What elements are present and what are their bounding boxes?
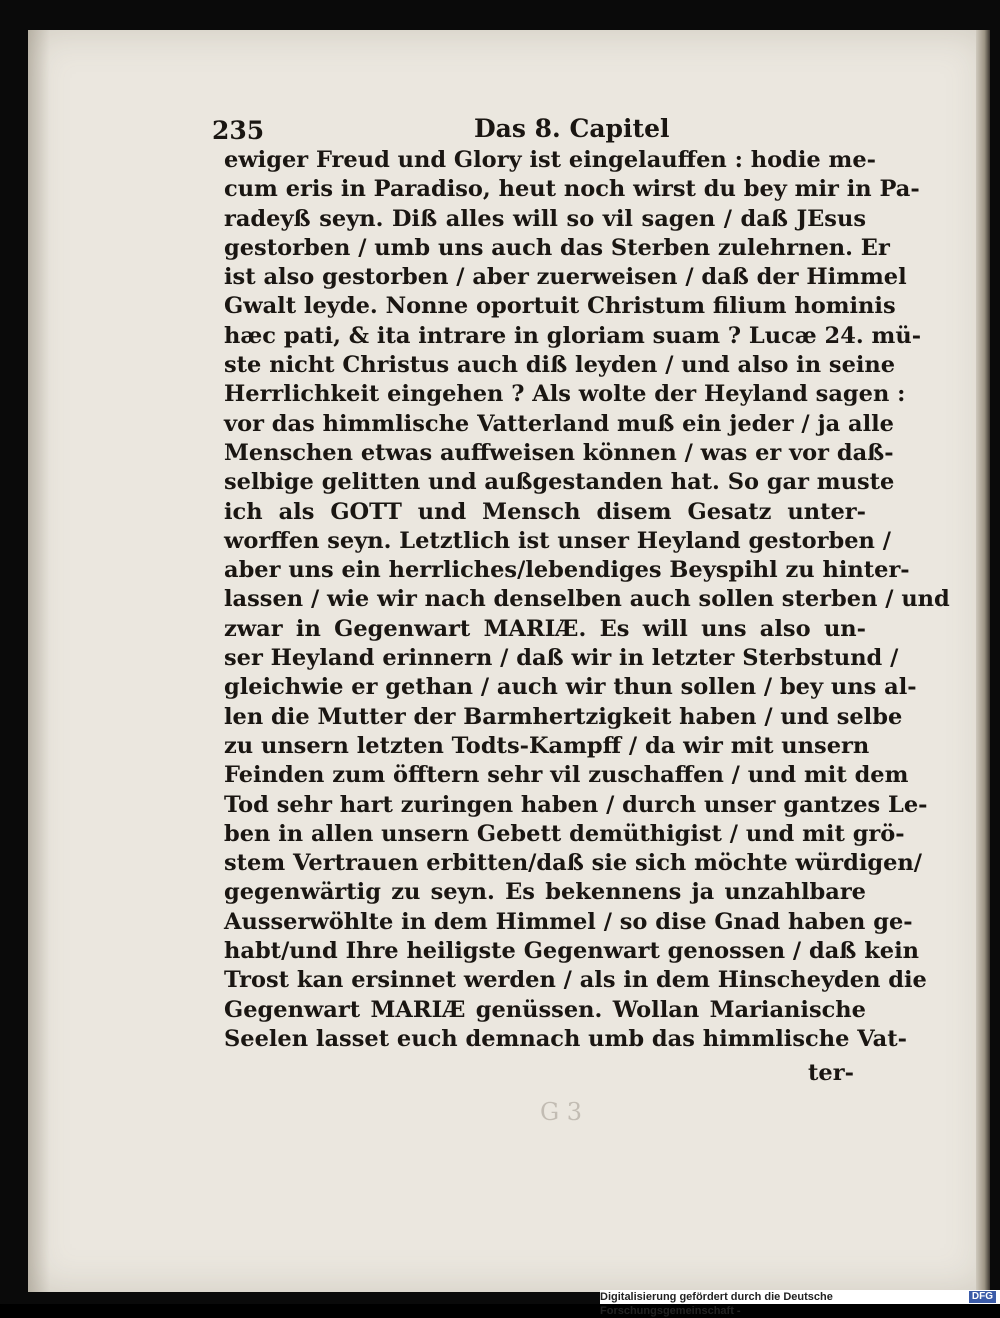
text-line: Gwalt leyde. Nonne oportuit Christum filium hominis (224, 293, 896, 320)
text-line: hæc pati, & ita intrare in gloriam suam ? Lucæ 24. mü- (224, 322, 922, 349)
text-line: ben in allen unsern Gebett demüthigist / und mit grö- (224, 820, 905, 847)
text-line: gegenwärtig zu seyn. Es bekennens ja unzahlbare (224, 879, 866, 906)
footer-credit: Digitalisierung gefördert durch die Deutsche Forschungsgemeinschaft - (600, 1291, 833, 1317)
text-line: gestorben / umb uns auch das Sterben zulehrnen. Er (224, 234, 890, 261)
text-line: radeyß seyn. Diß alles will so vil sagen / daß JEsus (224, 205, 866, 232)
text-line: zwar in Gegenwart MARIÆ. Es will uns also un- (224, 615, 866, 642)
dfg-logo: DFG (969, 1291, 996, 1303)
text-line: aber uns ein herrliches/lebendiges Beyspihl zu hinter- (224, 557, 910, 584)
text-line: zu unsern letzten Todts-Kampff / da wir mit unsern (224, 732, 870, 759)
catchword: ter- (808, 1060, 854, 1086)
text-line: ser Heyland erinnern / daß wir in letzter Sterbstund / (224, 645, 899, 672)
running-title: Das 8. Capitel (474, 114, 670, 143)
page-text-block (212, 110, 950, 1054)
footer-bar (600, 1290, 1000, 1317)
text-line: ist also gestorben / aber zuerweisen / daß der Himmel (224, 264, 907, 291)
text-line: ewiger Freud und Glory ist eingelauffen : hodie me- (224, 147, 877, 173)
text-line: Feinden zum öfftern sehr vil zuschaffen / und mit dem (224, 762, 909, 789)
text-line: habt/und Ihre heiligste Gegenwart genossen / daß kein (224, 938, 920, 965)
text-line: stem Vertrauen erbitten/daß sie sich möchte würdigen/ (224, 850, 923, 877)
text-line: gleichwie er gethan / auch wir thun sollen / bey uns al- (224, 674, 917, 701)
page-header (212, 110, 866, 146)
bleed-through-signature: G 3 (540, 1098, 583, 1126)
page-edge (976, 30, 990, 1292)
text-line: Tod sehr hart zuringen haben / durch unser gantzes Le- (224, 791, 928, 818)
text-line: Menschen etwas auffweisen können / was er vor daß- (224, 439, 894, 466)
text-line: ste nicht Christus auch diß leyden / und also in seine (224, 352, 896, 379)
text-line: worffen seyn. Letztlich ist unser Heyland gestorben / (224, 527, 891, 554)
text-line: Gegenwart MARIÆ genüssen. Wollan Marianische (224, 996, 866, 1023)
page-number: 235 (212, 116, 265, 145)
text-line: ich als GOTT und Mensch disem Gesatz unter- (224, 498, 866, 525)
text-line: len die Mutter der Barmhertzigkeit haben / und selbe (224, 703, 903, 730)
body-text (224, 146, 950, 1054)
text-line: lassen / wie wir nach denselben auch sollen sterben / und (224, 586, 950, 613)
gutter-shadow (28, 30, 50, 1292)
text-line: Trost kan ersinnet werden / als in dem Hinscheyden die (224, 967, 927, 994)
text-line: Ausserwöhlte in dem Himmel / so dise Gnad haben ge- (224, 908, 913, 935)
text-line: Herrlichkeit eingehen ? Als wolte der Heyland sagen : (224, 381, 906, 408)
text-line: vor das himmlische Vatterland muß ein jeder / ja alle (224, 410, 894, 437)
text-line: selbige gelitten und außgestanden hat. So gar muste (224, 469, 895, 496)
text-line: cum eris in Paradiso, heut noch wirst du bey mir in Pa- (224, 176, 920, 203)
text-line: Seelen lasset euch demnach umb das himmlische Vat- (224, 1025, 907, 1052)
